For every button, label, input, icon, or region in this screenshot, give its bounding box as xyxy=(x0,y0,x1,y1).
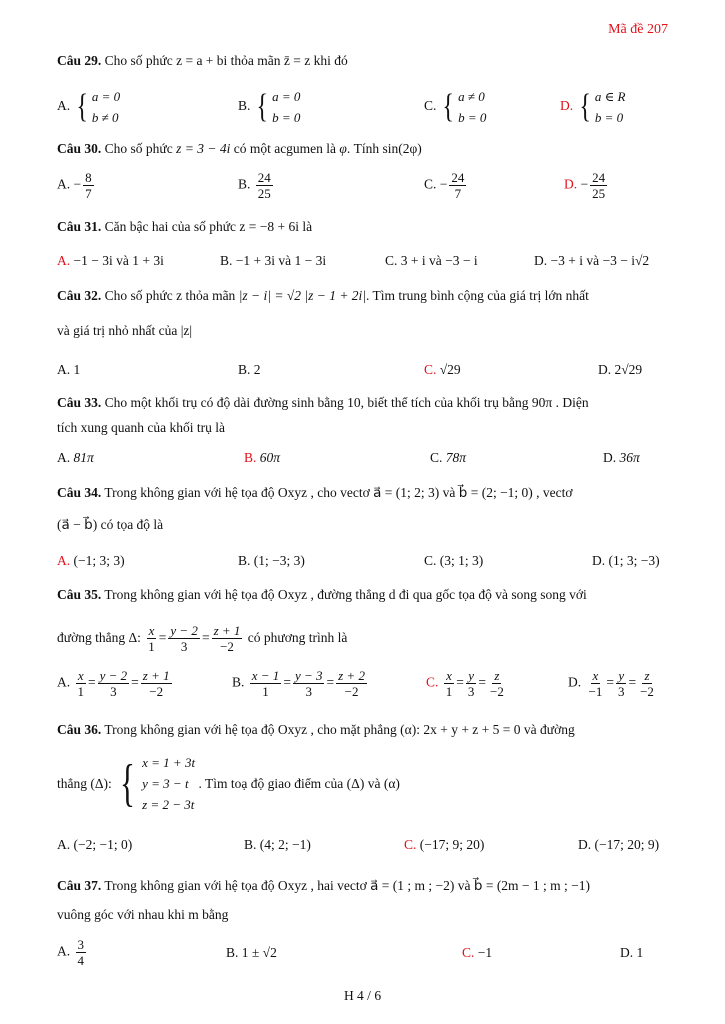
option-30d[interactable]: D. − $\frac{24}{25}$ xyxy=(564,170,606,201)
option-31c[interactable]: C. 3 + i và −3 − i xyxy=(385,253,478,268)
option-35d[interactable]: D. $\frac{x}{-1}$ = $\frac{y}{3}$ = $\frac{z}{-2}$ xyxy=(568,668,654,699)
option-33d[interactable]: D. 36π xyxy=(603,450,640,465)
question-36-line2: thẳng (Δ): { x = 1 + 3t y = 3 − t z = 2 − 3t . Tìm toạ độ giao điểm của (Δ) và (α) xyxy=(57,754,400,812)
option-32c[interactable]: C. √29 xyxy=(424,362,461,377)
option-34d[interactable]: D. (1; 3; −3) xyxy=(592,553,660,568)
question-35: Câu 35. Trong không gian với hệ tọa độ Oxyz , đường thẳng d đi qua gốc tọa độ và song song với xyxy=(57,587,587,602)
option-31b[interactable]: B. −1 + 3i và 1 − 3i xyxy=(220,253,327,268)
option-29d[interactable]: D. { a ∈ R b = 0 xyxy=(560,88,626,125)
question-33-line2: tích xung quanh của khối trụ là xyxy=(57,420,225,435)
option-30a[interactable]: A. − $\frac{8}{7}$ xyxy=(57,170,92,201)
exam-code: Mã đề 207 xyxy=(608,22,668,37)
question-34-line2: (a⃗ − b⃗) có tọa độ là xyxy=(57,517,164,532)
option-29a[interactable]: A. { a = 0 b ≠ 0 xyxy=(57,88,121,125)
question-37: Câu 37. Trong không gian với hệ tọa độ Oxyz , hai vectơ a⃗ = (1 ; m ; −2) và b⃗ = (2m − 1 ; m ; −1) xyxy=(57,878,591,893)
option-36c[interactable]: C. (−17; 9; 20) xyxy=(404,837,485,852)
option-36b[interactable]: B. (4; 2; −1) xyxy=(244,837,311,852)
option-34c[interactable]: C. (3; 1; 3) xyxy=(424,553,484,568)
question-30: Câu 30. Cho số phức z = 3 − 4i có một acgumen là φ. Tính sin(2φ) xyxy=(57,141,422,156)
option-32b[interactable]: B. 2 xyxy=(238,362,261,377)
question-34: Câu 34. Trong không gian với hệ tọa độ Oxyz , cho vectơ a⃗ = (1; 2; 3) và b⃗ = (2; −1; 0) , vectơ xyxy=(57,485,573,500)
question-37-line2: vuông góc với nhau khi m bằng xyxy=(57,907,229,922)
option-33b[interactable]: B. 60π xyxy=(244,450,281,465)
option-37d[interactable]: D. 1 xyxy=(620,945,644,960)
question-35-line2: đường thẳng Δ: $\frac{x}{1}$ = $\frac{y - 2}{3}$ = $\frac{z + 1}{-2}$ có phương trình là xyxy=(57,623,348,655)
page-number: H 4 / 6 xyxy=(343,988,382,1003)
question-36: Câu 36. Trong không gian với hệ tọa độ Oxyz , cho mặt phẳng (α): 2x + y + z + 5 = 0 và đường xyxy=(57,722,575,737)
option-36d[interactable]: D. (−17; 20; 9) xyxy=(578,837,660,852)
option-30c[interactable]: C. − $\frac{24}{7}$ xyxy=(424,170,465,201)
option-33a[interactable]: A. 81π xyxy=(57,450,94,465)
option-36a[interactable]: A. (−2; −1; 0) xyxy=(57,837,133,852)
question-label: Câu 29. xyxy=(57,53,102,68)
option-34a[interactable]: A. (−1; 3; 3) xyxy=(57,553,125,568)
question-32: Câu 32. Cho số phức z thỏa mãn |z − i| = √2 |z − 1 + 2i|. Tìm trung bình cộng của giá trị lớn nhất xyxy=(57,288,589,303)
question-29 xyxy=(57,52,668,70)
option-37a[interactable]: A. $\frac{3}{4}$ xyxy=(57,937,84,968)
question-33: Câu 33. Cho một khối trụ có độ dài đường sinh bằng 10, biết thể tích của khối trụ bằng 90π . Diện xyxy=(57,395,589,410)
option-32a[interactable]: A. 1 xyxy=(57,362,81,377)
option-31a[interactable]: A. −1 − 3i và 1 + 3i xyxy=(57,253,164,268)
option-37b[interactable]: B. 1 ± √2 xyxy=(226,945,277,960)
option-29c[interactable]: C. { a ≠ 0 b = 0 xyxy=(424,88,487,125)
option-29b[interactable]: B. { a = 0 b = 0 xyxy=(238,88,301,125)
question-32-line2: và giá trị nhỏ nhất của |z| xyxy=(57,323,193,338)
option-32d[interactable]: D. 2√29 xyxy=(598,362,643,377)
option-35c[interactable]: C. $\frac{x}{1}$ = $\frac{y}{3}$ = $\frac{z}{-2}$ xyxy=(426,668,504,699)
option-30b[interactable]: B. $\frac{24}{25}$ xyxy=(238,170,271,201)
option-35b[interactable]: B. $\frac{x - 1}{1}$ = $\frac{y - 3}{3}$ = $\frac{z + 2}{-2}$ xyxy=(232,668,365,699)
option-37c[interactable]: C. −1 xyxy=(462,945,493,960)
option-34b[interactable]: B. (1; −3; 3) xyxy=(238,553,305,568)
question-31: Câu 31. Căn bậc hai của số phức z = −8 + 6i là xyxy=(57,219,313,234)
option-35a[interactable]: A. $\frac{x}{1}$ = $\frac{y - 2}{3}$ = $\frac{z + 1}{-2}$ xyxy=(57,668,170,699)
option-33c[interactable]: C. 78π xyxy=(430,450,467,465)
question-stem: Cho số phức z = a + bi thỏa mãn z̄ = z khi đó xyxy=(104,53,348,68)
option-31d[interactable]: D. −3 + i và −3 − i√2 xyxy=(534,253,650,268)
